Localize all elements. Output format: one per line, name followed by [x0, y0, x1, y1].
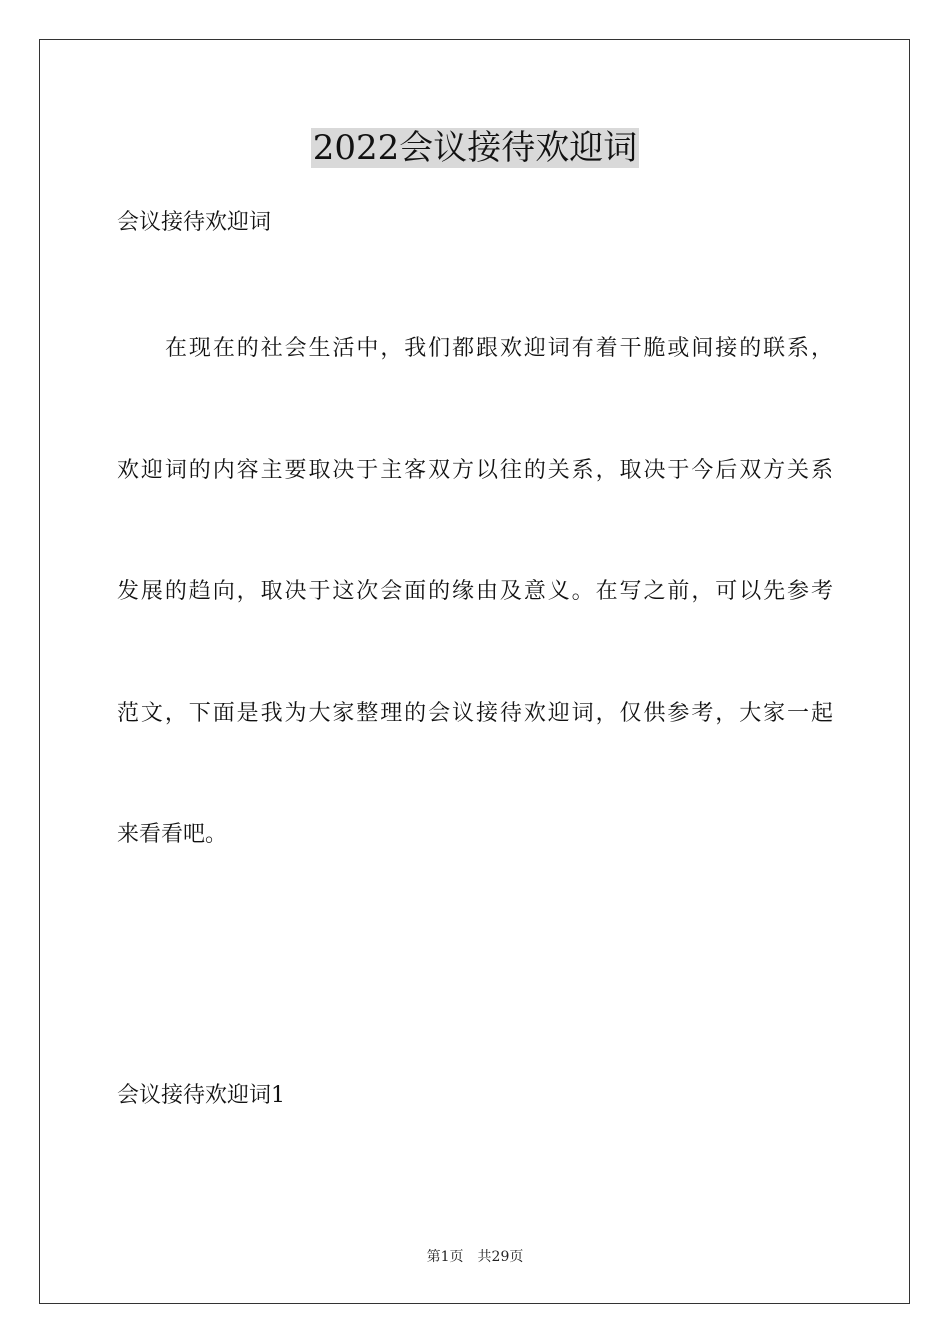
paragraph-line: 来看看吧。 — [117, 822, 228, 847]
paragraph-line: 在现在的社会生活中，我们都跟欢迎词有着干脆或间接的联系， — [165, 336, 833, 361]
page-footer — [0, 1247, 950, 1267]
page-number: 第1页 — [426, 1249, 464, 1265]
page-total: 共29页 — [477, 1249, 524, 1265]
paragraph-line: 发展的趋向，取决于这次会面的缘由及意义。在写之前，可以先参考 — [117, 579, 833, 604]
document-subtitle: 会议接待欢迎词 — [117, 210, 272, 235]
paragraph-line: 欢迎词的内容主要取决于主客双方以往的关系，取决于今后双方关系 — [117, 458, 833, 483]
document-title-text: 2022会议接待欢迎词 — [312, 128, 638, 168]
paragraph-line: 范文，下面是我为大家整理的会议接待欢迎词，仅供参考，大家一起 — [117, 701, 833, 726]
document-title — [0, 128, 950, 168]
section-heading: 会议接待欢迎词1 — [117, 1083, 285, 1108]
